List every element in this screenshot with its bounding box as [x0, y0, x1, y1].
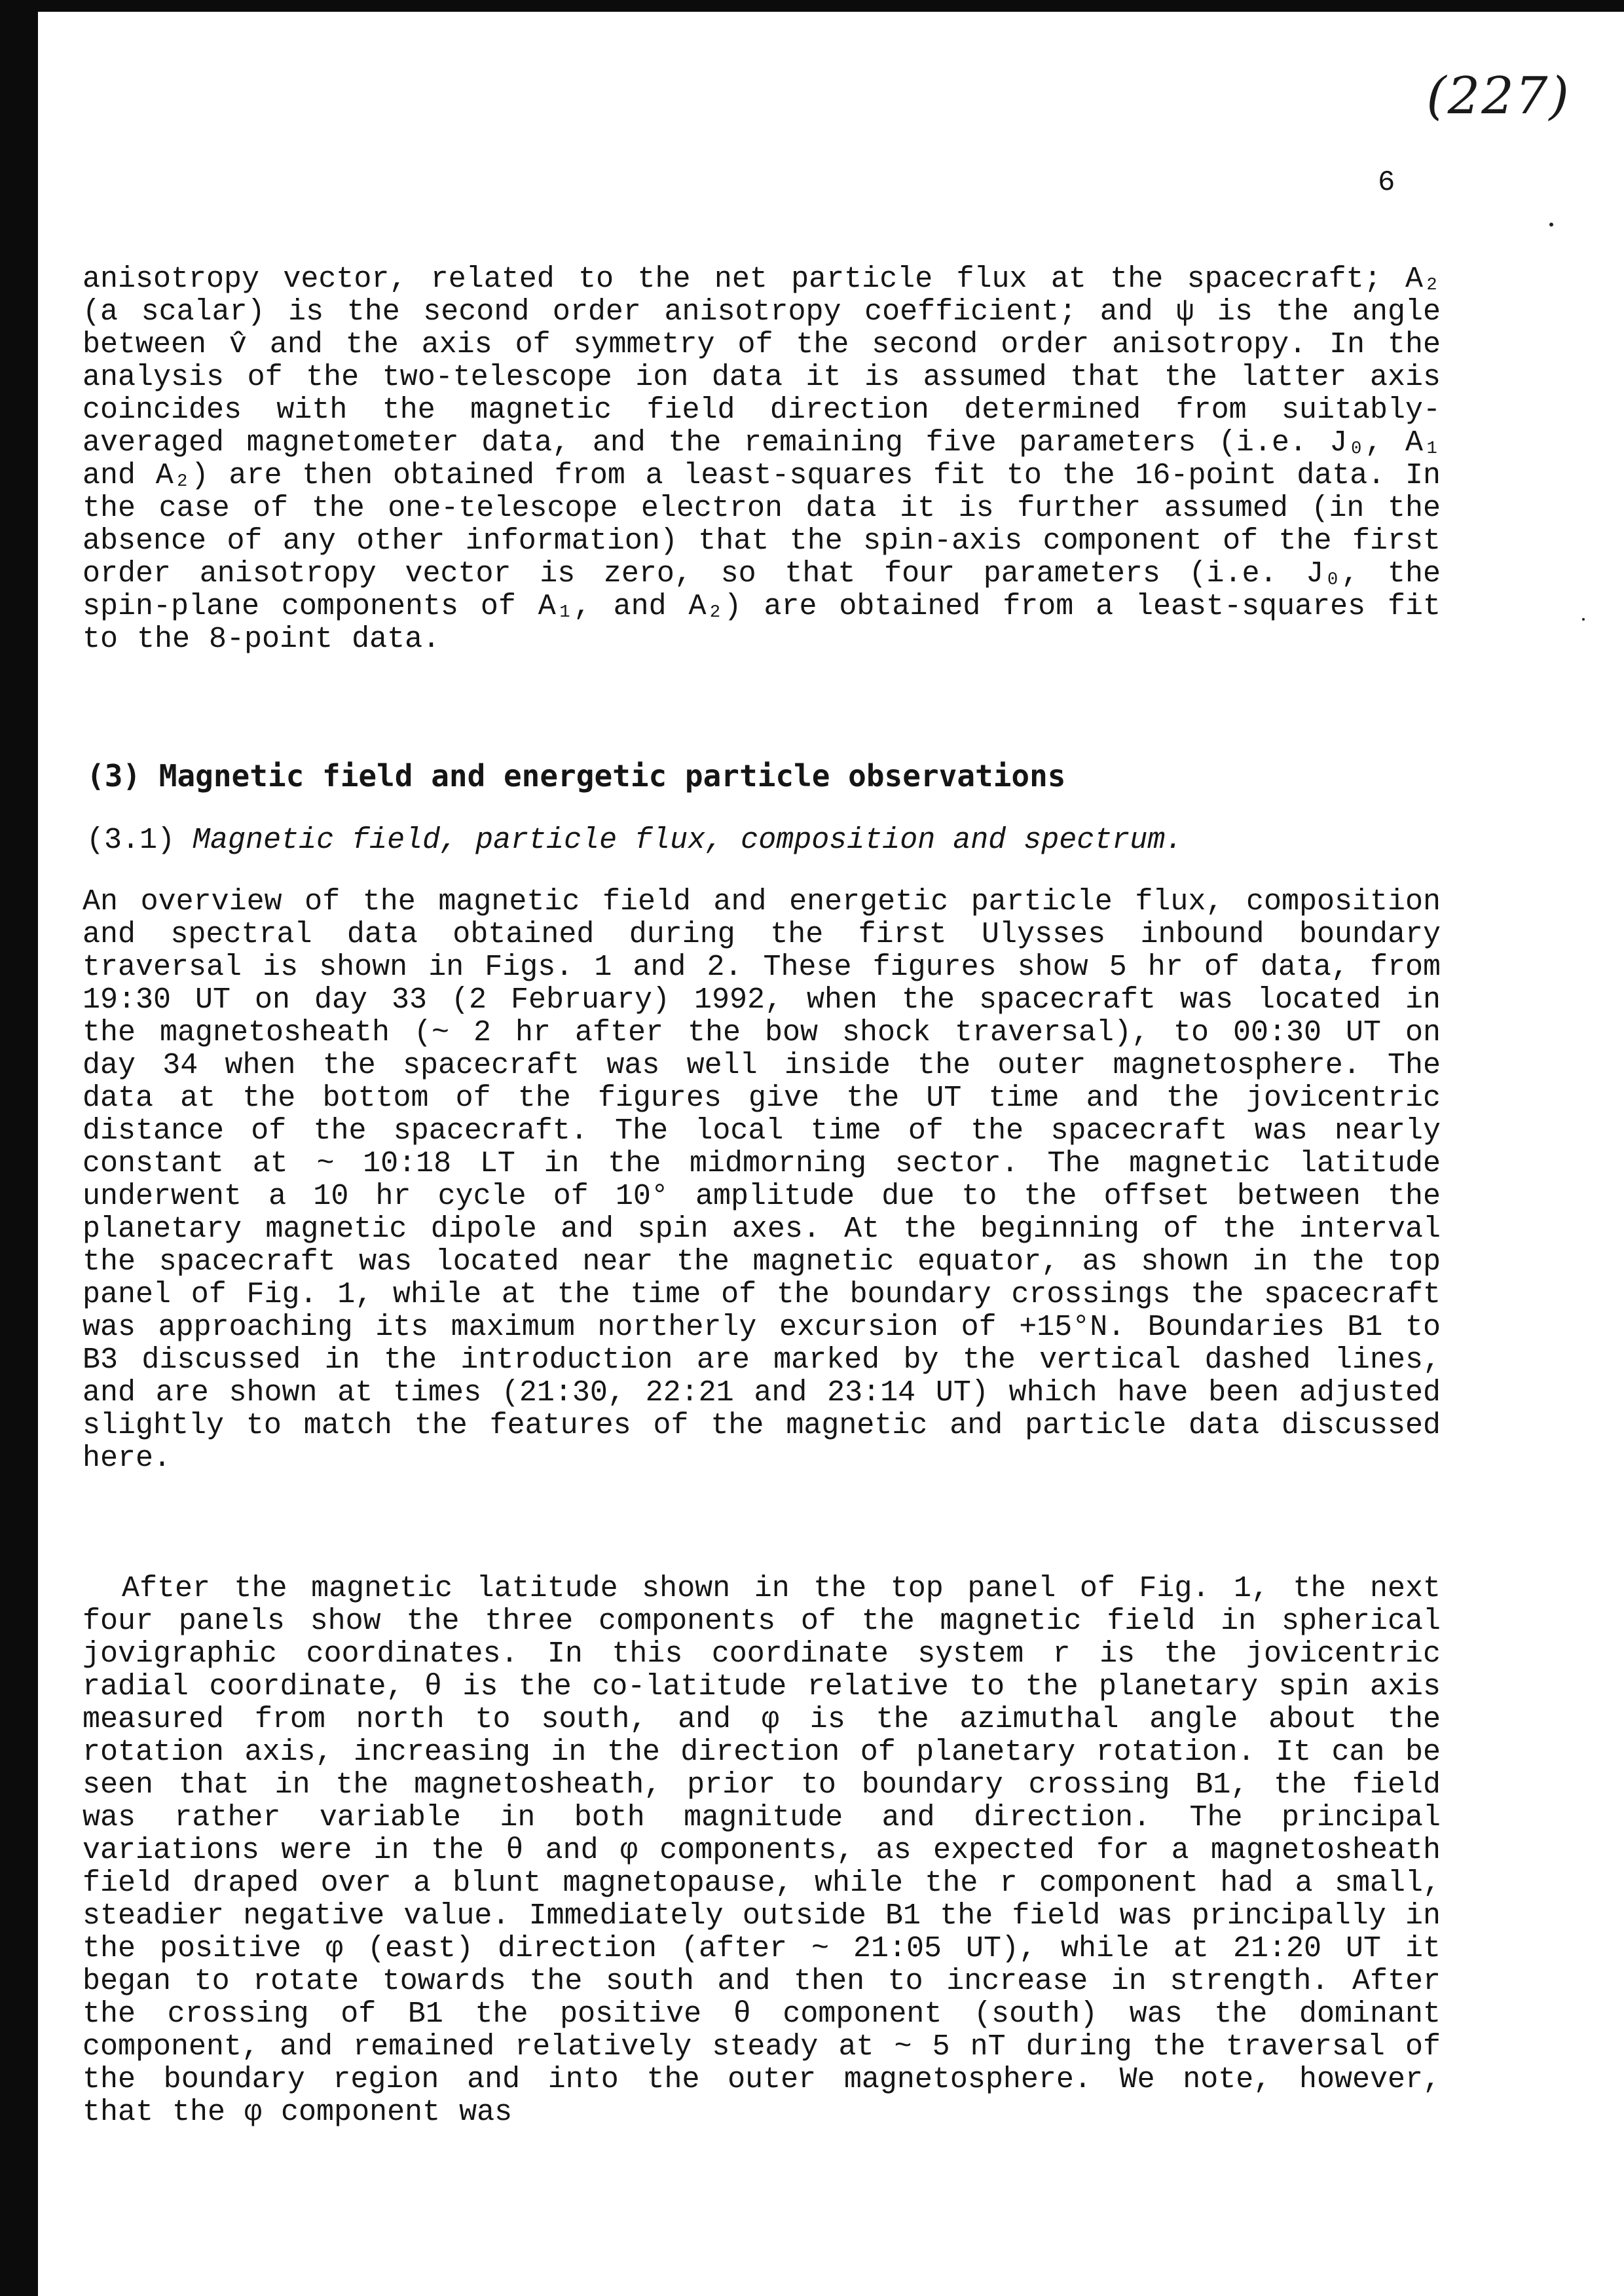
subsection-title: Magnetic field, particle flux, composition and spectrum.: [193, 824, 1183, 857]
paragraph-magnetic-components: After the magnetic latitude shown in the top panel of Fig. 1, the next four panels show the three components of the magnetic field in spherical jovigraphic coordinates. In this coordinate system r is the jovicentric radial coordinate, θ is the co-latitude relative to the planetary spin axis measured from north to south, and φ is the azimuthal angle about the rotation axis, increasing in the direction of planetary rotation. It can be seen that in the magnetosheath, prior to boundary crossing B1, the field was rather variable in both magnitude and direction. The principal variations were in the θ and φ components, as expected for a magnetosheath field draped over a blunt magnetopause, while the r component had a small, steadier negative value. Immediately outside B1 the field was principally in the positive φ (east) direction (after ~ 21:05 UT), while at 21:20 UT it began to rotate towards the south and then to increase in strength. After the crossing of B1 the positive θ component (south) was the dominant component, and remained relatively steady at ~ 5 nT during the traversal of the boundary region and into the outer magnetosphere. We note, however, that the φ component was: [83, 1572, 1441, 2129]
subsection-heading: [86, 824, 1183, 857]
section-heading: (3) Magnetic field and energetic particle observations: [86, 758, 1066, 793]
scan-border-top: [0, 0, 1624, 12]
scan-speck: [1549, 223, 1553, 227]
paragraph-overview: An overview of the magnetic field and energetic particle flux, composition and spectral data obtained during the first Ulysses inbound boundary traversal is shown in Figs. 1 and 2. These figures show 5 hr of data, from 19:30 UT on day 33 (2 February) 1992, when the spacecraft was located in the magnetosheath (~ 2 hr after the bow shock traversal), to 00:30 UT on day 34 when the spacecraft was well inside the outer magnetosphere. The data at the bottom of the figures give the UT time and the jovicentric distance of the spacecraft. The local time of the spacecraft was nearly constant at ~ 10:18 LT in the midmorning sector. The magnetic latitude underwent a 10 hr cycle of 10° amplitude due to the offset between the planetary magnetic dipole and spin axes. At the beginning of the interval the spacecraft was located near the magnetic equator, as shown in the top panel of Fig. 1, while at the time of the boundary crossings the spacecraft was approaching its maximum northerly excursion of +15°N. Boundaries B1 to B3 discussed in the introduction are marked by the vertical dashed lines, and are shown at times (21:30, 22:21 and 23:14 UT) which have been adjusted slightly to match the features of the magnetic and particle data discussed here.: [83, 885, 1441, 1475]
subsection-number: (3.1): [86, 824, 175, 857]
scan-speck: [1582, 618, 1585, 621]
scan-border-left: [0, 0, 38, 2296]
page-number: 6: [1378, 166, 1395, 199]
paragraph-anisotropy: anisotropy vector, related to the net particle flux at the spacecraft; A₂ (a scalar) is the second order anisotropy coefficient; and ψ is the angle between v̂ and the axis of symmetry of the second order anisotropy. In the analysis of the two-telescope ion data it is assumed that the latter axis coincides with the magnetic field direction determined from suitably-averaged magnetometer data, and the remaining five parameters (i.e. J₀, A₁ and A₂) are then obtained from a least-squares fit to the 16-point data. In the case of the one-telescope electron data it is further assumed (in the absence of any other information) that the spin-axis component of the first order anisotropy vector is zero, so that four parameters (i.e. J₀, the spin-plane components of A₁, and A₂) are obtained from a least-squares fit to the 8-point data.: [83, 263, 1441, 656]
handwritten-page-note: (227): [1426, 67, 1570, 126]
